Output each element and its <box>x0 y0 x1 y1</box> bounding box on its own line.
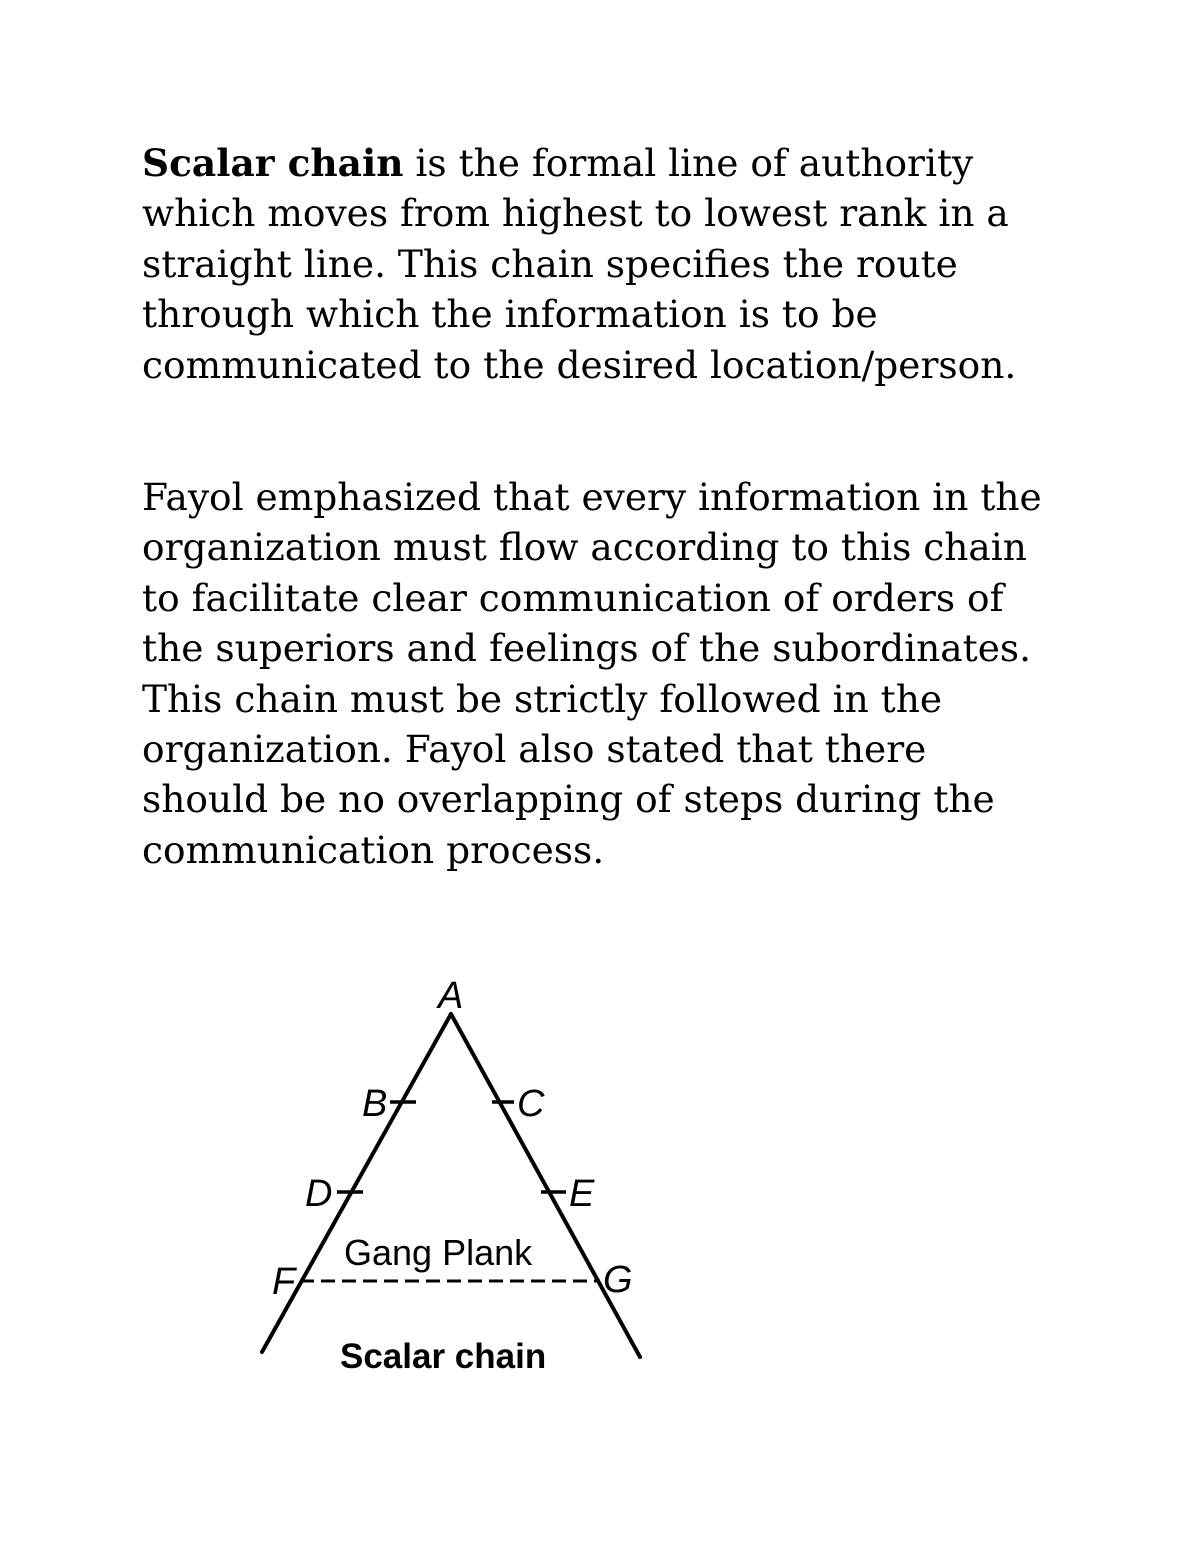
fayol-line-8: communication process. <box>142 827 605 872</box>
fayol-line-6: organization. Fayol also stated that there <box>142 726 927 771</box>
label-g: G <box>603 1259 633 1301</box>
fayol-line-2: organization must flow according to this chain <box>142 525 1027 570</box>
definition-line-1-text: is the formal line of authority <box>403 141 974 185</box>
label-d: D <box>305 1173 333 1215</box>
fayol-line-7: should be no overlapping of steps during the <box>142 777 995 822</box>
definition-line-2: which moves from highest to lowest rank in a <box>142 191 1009 236</box>
definition-line-3: straight line. This chain specifies the route <box>142 241 958 286</box>
fayol-line-1: Fayol emphasized that every information in the <box>142 475 1042 519</box>
scalar-chain-term: Scalar chain <box>142 141 404 185</box>
definition-line-5: communicated to the desired location/person. <box>142 342 1017 387</box>
right-chain-line <box>451 1014 640 1357</box>
label-f: F <box>272 1261 296 1303</box>
fayol-line-4: the superiors and feelings of the subordinates. <box>142 626 1032 671</box>
label-e: E <box>569 1173 595 1215</box>
definition-line-4: through which the information is to be <box>142 292 878 337</box>
fayol-line-5: This chain must be strictly followed in the <box>142 676 943 721</box>
label-c: C <box>517 1083 545 1125</box>
gang-plank-label: Gang Plank <box>344 1232 533 1273</box>
fayol-line-3: to facilitate clear communication of orders of <box>142 575 1004 620</box>
label-a: A <box>438 975 464 1017</box>
label-b: B <box>362 1083 388 1125</box>
diagram-caption: Scalar chain <box>340 1337 547 1376</box>
